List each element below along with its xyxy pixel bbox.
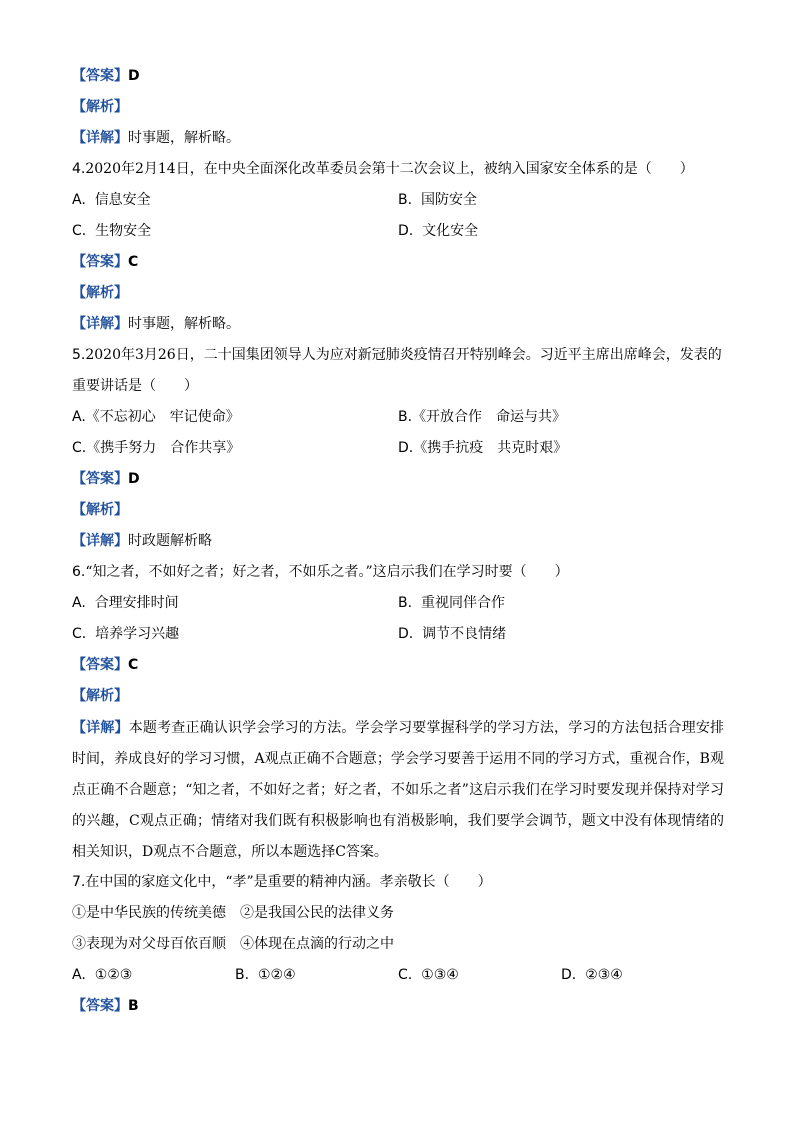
- options-row: [72, 961, 724, 992]
- analysis-tag: 【解析】: [72, 285, 128, 301]
- answer-value: D: [128, 471, 140, 487]
- question-stem: 2020年2月14日，在中央全面深化改革委员会第十二次会议上，被纳入国家安全体系的是（ ）: [85, 161, 694, 177]
- question-5-stem-cont: [72, 372, 724, 403]
- detail-text: 时事题，解析略。: [128, 130, 240, 146]
- answer-line: [72, 651, 724, 682]
- analysis-line: [72, 93, 724, 124]
- option-c: C. 培养学习兴趣: [72, 626, 180, 642]
- answer-value: C: [128, 657, 139, 673]
- detail-text: 时事题，解析略。: [128, 316, 240, 332]
- question-number: 5.: [72, 347, 86, 363]
- options-row: [72, 434, 724, 465]
- answer-line: [72, 465, 724, 496]
- question-stem: 重要讲话是（ ）: [72, 378, 198, 394]
- detail-line: [72, 124, 724, 155]
- statements-text: ①是中华民族的传统美德 ②是我国公民的法律义务: [72, 905, 394, 921]
- answer-tag: 【答案】: [72, 254, 128, 270]
- answer-value: C: [128, 254, 139, 270]
- option-c: C. ①③④: [398, 967, 459, 983]
- option-c: C. 生物安全: [72, 223, 152, 239]
- option-d: D.《携手抗疫 共克时艰》: [398, 440, 568, 456]
- detail-tag: 【详解】: [72, 533, 128, 549]
- question-4-stem: [72, 155, 724, 186]
- answer-value: D: [128, 68, 140, 84]
- statements-text: ③表现为对父母百依百顺 ④体现在点滴的行动之中: [72, 936, 394, 952]
- option-b: B. ①②④: [235, 967, 296, 983]
- question-7-stem: [72, 868, 724, 899]
- option-b: B.《开放合作 命运与共》: [398, 409, 567, 425]
- option-b: B. 国防安全: [398, 192, 477, 208]
- analysis-line: [72, 496, 724, 527]
- option-d: D. 调节不良情绪: [398, 626, 507, 642]
- statements-line-1: [72, 899, 724, 930]
- question-number: 6.: [72, 564, 86, 580]
- detail-tag: 【详解】: [72, 720, 129, 736]
- option-d: D. ②③④: [561, 967, 623, 983]
- document-page: [72, 62, 724, 1023]
- option-b: B. 重视同伴合作: [398, 595, 505, 611]
- question-number: 7.: [72, 874, 86, 890]
- answer-tag: 【答案】: [72, 657, 128, 673]
- question-6-stem: [72, 558, 724, 589]
- option-a: A. ①②③: [72, 967, 133, 983]
- question-5-stem: [72, 341, 724, 372]
- detail-text: 时政题解析略: [128, 533, 212, 549]
- answer-tag: 【答案】: [72, 68, 128, 84]
- answer-line: [72, 248, 724, 279]
- detail-paragraph: [72, 713, 724, 868]
- option-c: C.《携手努力 合作共享》: [72, 440, 241, 456]
- options-row: [72, 589, 724, 620]
- analysis-line: [72, 279, 724, 310]
- analysis-tag: 【解析】: [72, 688, 128, 704]
- analysis-tag: 【解析】: [72, 99, 128, 115]
- question-stem: 2020年3月26日，二十国集团领导人为应对新冠肺炎疫情召开特别峰会。习近平主席出席峰会，发表的: [85, 347, 722, 363]
- analysis-tag: 【解析】: [72, 502, 128, 518]
- option-a: A. 合理安排时间: [72, 595, 179, 611]
- option-d: D. 文化安全: [398, 223, 479, 239]
- question-stem: “知之者，不如好之者；好之者，不如乐之者。”这启示我们在学习时要（ ）: [85, 564, 569, 580]
- options-row: [72, 186, 724, 217]
- question-stem: 在中国的家庭文化中，“孝”是重要的精神内涵。孝亲敬长（ ）: [85, 874, 492, 890]
- options-row: [72, 620, 724, 651]
- answer-tag: 【答案】: [72, 998, 128, 1014]
- detail-line: [72, 310, 724, 341]
- answer-value: B: [128, 998, 139, 1014]
- answer-line: [72, 992, 724, 1023]
- question-number: 4.: [72, 161, 86, 177]
- option-a: A. 信息安全: [72, 192, 151, 208]
- statements-line-2: [72, 930, 724, 961]
- analysis-line: [72, 682, 724, 713]
- detail-line: [72, 527, 724, 558]
- options-row: [72, 217, 724, 248]
- options-row: [72, 403, 724, 434]
- option-a: A.《不忘初心 牢记使命》: [72, 409, 240, 425]
- answer-line: [72, 62, 724, 93]
- detail-tag: 【详解】: [72, 130, 128, 146]
- answer-tag: 【答案】: [72, 471, 128, 487]
- detail-tag: 【详解】: [72, 316, 128, 332]
- detail-text: 本题考查正确认识学会学习的方法。学会学习要掌握科学的学习方法，学习的方法包括合理安排时间，养成良好的学习习惯，A观点正确不合题意；学会学习要善于运用不同的学习方式，重视合作，B观点正确不合题意；“知之者，不如好之者；好之者，不如乐之者”这启示我们在学习时要发现并保持对学习的兴趣，C观点正确；情绪对我们既有积极影响也有消极影响，我们要学会调节，题文中没有体现情绪的相关知识，D观点不合题意，所以本题选择C答案。: [72, 720, 725, 860]
